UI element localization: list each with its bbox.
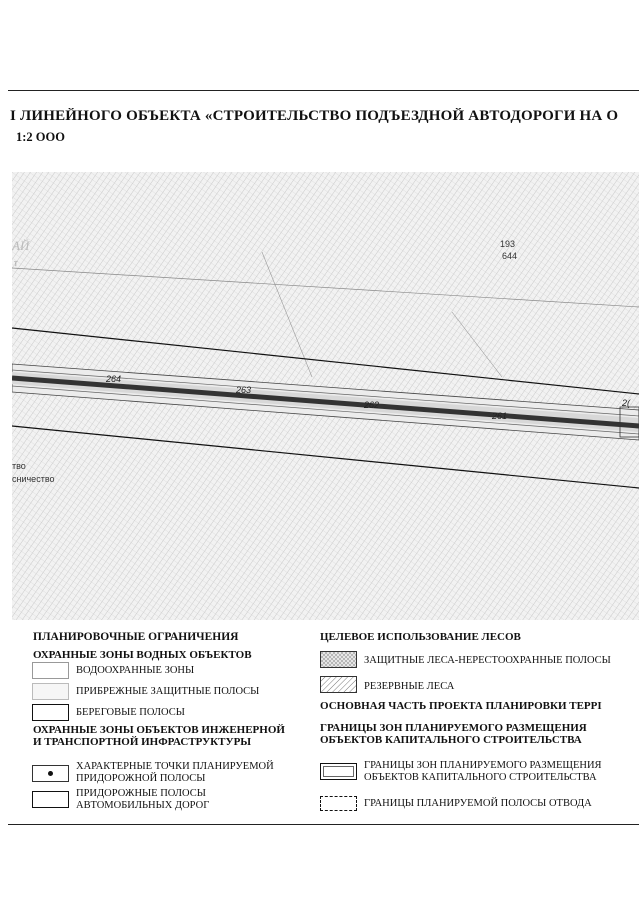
swatch-water-protection-zone: [32, 662, 69, 679]
swatch-reserve-forest: [320, 676, 357, 693]
swatch-shore-strip: [32, 704, 69, 721]
legend-label-capital-zone-2: ОБЪЕКТОВ КАПИТАЛЬНОГО СТРОИТЕЛЬСТВА: [364, 772, 597, 783]
legend-label-shore-strip: БЕРЕГОВЫЕ ПОЛОСЫ: [76, 707, 185, 718]
point-label: 261: [492, 411, 508, 421]
legend-label-coastal-protective-strip: ПРИБРЕЖНЫЕ ЗАЩИТНЫЕ ПОЛОСЫ: [76, 686, 260, 697]
legend-label-roadside-1: ПРИДОРОЖНЫЕ ПОЛОСЫ: [76, 788, 206, 799]
legend-label-roadside-2: АВТОМОБИЛЬНЫХ ДОРОГ: [76, 800, 210, 811]
legend-heading-main-part: ОСНОВНАЯ ЧАСТЬ ПРОЕКТА ПЛАНИРОВКИ ТЕРРІ: [320, 700, 602, 712]
parcel-subnumber: 644: [502, 251, 518, 261]
map-scale: 1:2 ООО: [16, 130, 65, 144]
legend-label-points-2: ПРИДОРОЖНОЙ ПОЛОСЫ: [76, 773, 206, 784]
swatch-coastal-protective-strip: [32, 683, 69, 700]
legend-heading-forest-use: ЦЕЛЕВОЕ ИСПОЛЬЗОВАНИЕ ЛЕСОВ: [320, 631, 521, 643]
legend-heading-restrictions: ПЛАНИРОВОЧНЫЕ ОГРАНИЧЕНИЯ: [33, 631, 239, 643]
legend-heading-water: ОХРАННЫЕ ЗОНЫ ВОДНЫХ ОБЪЕКТОВ: [33, 649, 252, 661]
legend-label-protective-forest: ЗАЩИТНЫЕ ЛЕСА-НЕРЕСТООХРАННЫЕ ПОЛОСЫ: [364, 655, 611, 666]
swatch-allotment-strip: [320, 796, 357, 811]
point-label: 264: [106, 374, 122, 384]
forestry-label-2: сничество: [12, 474, 55, 484]
legend-label-water-protection-zone: ВОДООХРАННЫЕ ЗОНЫ: [76, 665, 195, 676]
legend-label-points-1: ХАРАКТЕРНЫЕ ТОЧКИ ПЛАНИРУЕМОЙ: [76, 761, 274, 772]
legend-label-capital-zone-1: ГРАНИЦЫ ЗОН ПЛАНИРУЕМОГО РАЗМЕЩЕНИЯ: [364, 760, 602, 771]
point-label: 2(: [622, 398, 631, 408]
forestry-label-1: тво: [12, 461, 26, 471]
point-label: 263: [236, 385, 252, 395]
swatch-capital-zone-inner: [323, 766, 354, 777]
page-title: І ЛИНЕЙНОГО ОБЪЕКТА «СТРОИТЕЛЬСТВО ПОДЪЕЗДНОЙ АВТОДОРОГИ НА О: [10, 108, 619, 124]
legend-heading-infra-1: ОХРАННЫЕ ЗОНЫ ОБЪЕКТОВ ИНЖЕНЕРНОЙ: [33, 724, 285, 736]
swatch-characteristic-points: [32, 765, 69, 782]
bottom-frame-line: [8, 824, 639, 825]
swatch-protective-forest: [320, 651, 357, 668]
legend-label-reserve-forest: РЕЗЕРВНЫЕ ЛЕСА: [364, 681, 455, 692]
map-view: [12, 172, 639, 620]
point-dot-icon: [48, 771, 53, 776]
top-frame-line: [8, 90, 639, 91]
legend-label-allotment-strip: ГРАНИЦЫ ПЛАНИРУЕМОЙ ПОЛОСЫ ОТВОДА: [364, 798, 592, 809]
swatch-capital-zone: [320, 763, 357, 780]
swatch-roadside-strip: [32, 791, 69, 808]
left-area-label: АЙ: [12, 238, 30, 253]
legend-heading-infra-2: И ТРАНСПОРТНОЙ ИНФРАСТРУКТУРЫ: [33, 736, 252, 748]
legend-heading-zones-1: ГРАНИЦЫ ЗОН ПЛАНИРУЕМОГО РАЗМЕЩЕНИЯ: [320, 722, 587, 734]
point-label: 262: [364, 400, 380, 410]
legend-heading-zones-2: ОБЪЕКТОВ КАПИТАЛЬНОГО СТРОИТЕЛЬСТВА: [320, 734, 582, 746]
parcel-number: 193: [500, 239, 516, 249]
left-area-label-small: т: [14, 259, 18, 268]
